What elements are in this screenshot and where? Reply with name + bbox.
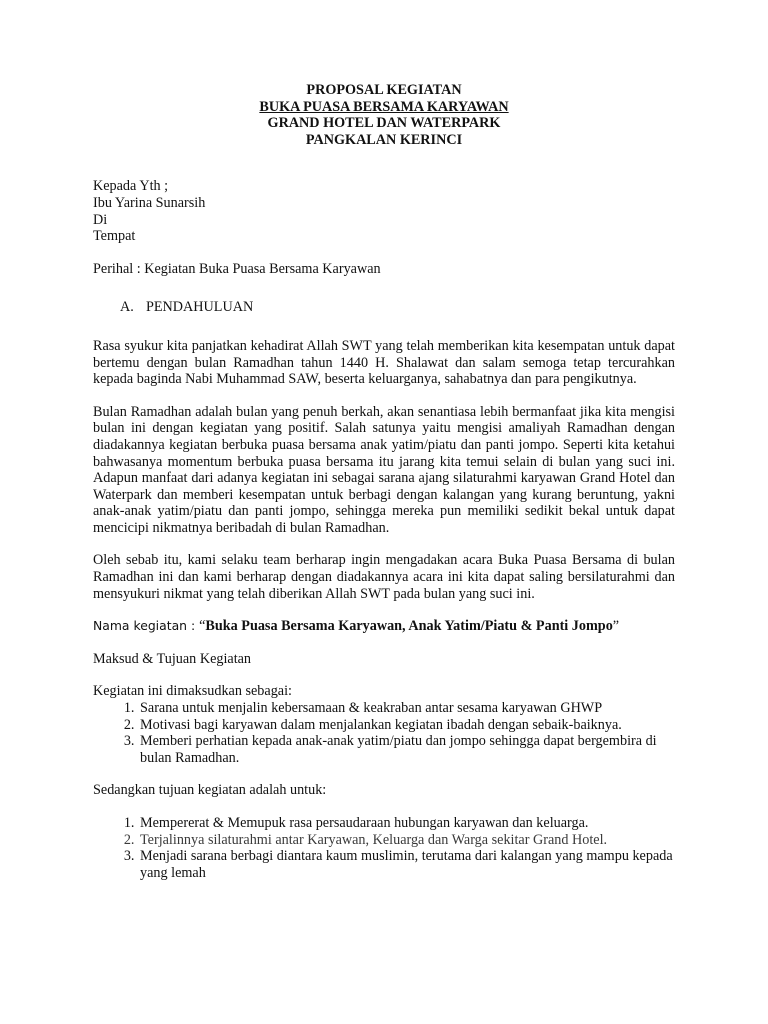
paragraph-2: Bulan Ramadhan adalah bulan yang penuh berkah, akan senantiasa lebih bermanfaat jika kita mengisi bulan ini dengan kegiatan yang positif. Salah satunya yaitu mengisi amaliyah Ramadhan dengan diadakannya kegiatan berbuka puasa bersama anak yatim/piatu dan panti jompo. Seperti kita ketahui bahwasanya momentum berbuka puasa bersama itu jarang kita temui selain di bulan yang suci ini. Adapun manfaat dari adanya kegiatan ini sebagai sarana ajang silaturahmi karyawan Grand Hotel dan Waterpark dan memberi kesempatan untuk berbagi dengan kalangan yang kurang beruntung, yakni anak-anak yatim/piatu dan panti jompo, sehingga mereka pun memiliki sedikit bekal untuk dapat mencicipi nikmatnya beribadah di bulan Ramadhan. bbox=[93, 403, 675, 536]
list-item: 2. Motivasi bagi karyawan dalam menjalankan kegiatan ibadah dengan sebaik-baiknya. bbox=[138, 717, 675, 734]
list-item: 3. Menjadi sarana berbagi diantara kaum muslimin, terutama dari kalangan yang mampu kepada yang lemah bbox=[138, 848, 675, 881]
tujuan-intro: Sedangkan tujuan kegiatan adalah untuk: bbox=[93, 782, 327, 799]
nama-kegiatan-line bbox=[93, 618, 675, 635]
title-line-3: GRAND HOTEL DAN WATERPARK bbox=[267, 115, 501, 132]
title-line-1: PROPOSAL KEGIATAN bbox=[306, 82, 462, 98]
nama-kegiatan-value: Buka Puasa Bersama Karyawan, Anak Yatim/Piatu & Panti Jompo bbox=[205, 618, 613, 635]
nama-kegiatan-label: Nama kegiatan : bbox=[93, 618, 200, 634]
close-quote: ” bbox=[612, 618, 620, 635]
address-line-1: Kepada Yth ; bbox=[93, 178, 169, 195]
address-line-3: Di bbox=[93, 211, 108, 228]
paragraph-1: Rasa syukur kita panjatkan kehadirat Allah SWT yang telah memberikan kita kesempatan untuk dapat bertemu dengan bulan Ramadhan tahun 1440 H. Shalawat dan salam semoga tetap tercurahkan kepada baginda Nabi Muhammad SAW, beserta keluarganya, sahabatnya dan para pengikutnya. bbox=[93, 337, 675, 388]
recipient-address bbox=[93, 178, 675, 244]
address-line-4: Tempat bbox=[93, 228, 136, 245]
paragraph-3: Oleh sebab itu, kami selaku team berharap ingin mengadakan acara Buka Puasa Bersama di bulan Ramadhan ini dan kami berharap dengan diadakannya acara ini kita dapat saling bersilaturahmi dan mensyukuri nikmat yang telah diberikan Allah SWT pada bulan yang suci ini. bbox=[93, 552, 675, 602]
subject-line: Perihal : Kegiatan Buka Puasa Bersama Karyawan bbox=[93, 260, 381, 277]
section-a-heading bbox=[93, 299, 675, 316]
list-item: 1. Mempererat & Memupuk rasa persaudaraan hubungan karyawan dan keluarga. bbox=[138, 815, 675, 832]
list-item: 1. Sarana untuk menjalin kebersamaan & keakraban antar sesama karyawan GHWP bbox=[138, 700, 675, 717]
maksud-intro: Kegiatan ini dimaksudkan sebagai: bbox=[93, 683, 292, 700]
list-item: 3. Memberi perhatian kepada anak-anak yatim/piatu dan jompo sehingga dapat bergembira di bulan Ramadhan. bbox=[138, 733, 675, 766]
maksud-list bbox=[93, 700, 675, 766]
open-quote: “ bbox=[199, 618, 206, 635]
tujuan-list bbox=[93, 815, 675, 881]
title-line-4: PANGKALAN KERINCI bbox=[305, 131, 463, 148]
document-title bbox=[93, 82, 675, 148]
address-line-2: Ibu Yarina Sunarsih bbox=[93, 194, 206, 211]
list-item: 2. Terjalinnya silaturahmi antar Karyawan, Keluarga dan Warga sekitar Grand Hotel. bbox=[138, 832, 675, 849]
maksud-tujuan-heading: Maksud & Tujuan Kegiatan bbox=[93, 650, 252, 667]
section-a-title: PENDAHULUAN bbox=[146, 299, 254, 316]
title-line-2: BUKA PUASA BERSAMA KARYAWAN bbox=[259, 98, 509, 115]
section-a-letter: A. bbox=[120, 299, 134, 316]
